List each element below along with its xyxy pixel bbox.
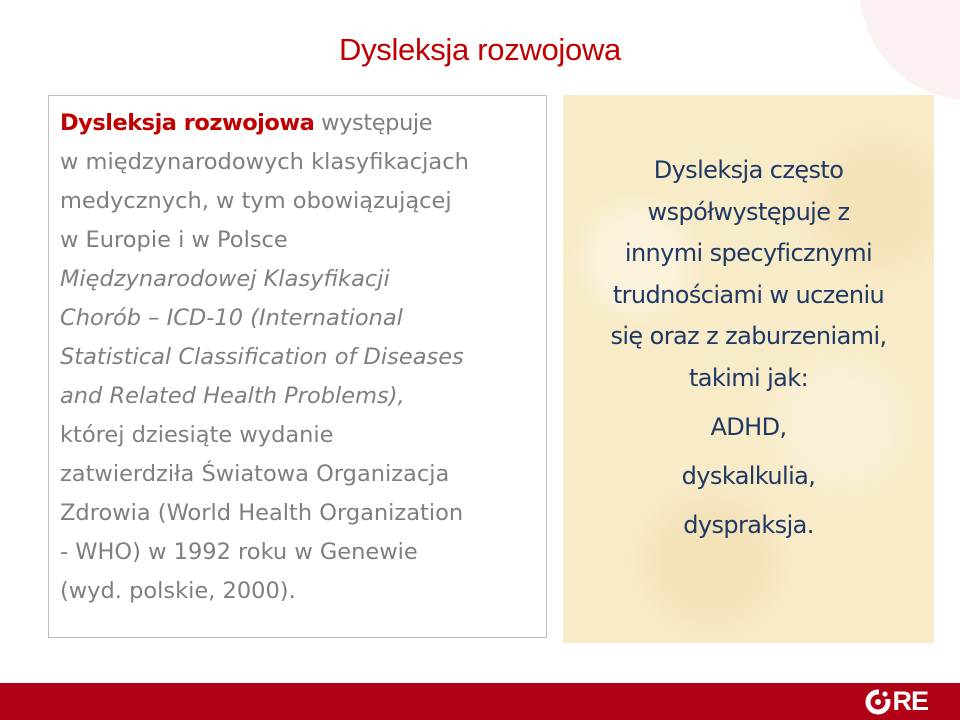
corner-decoration [860,0,960,100]
highlight-term: Dysleksja rozwojowa [60,110,315,136]
definition-line: w Europie i w Polsce [60,227,288,253]
comorbidity-line: trudnościami w uczeniu [612,280,885,309]
definition-line-italic: Statistical Classification of Diseases [60,344,464,370]
comorbidity-line: się oraz z zaburzeniami, [610,322,887,350]
comorbidity-text [563,95,934,399]
disorder-item: ADHD, [710,413,787,441]
definition-line-italic: Międzynarodowej Klasyfikacji [60,266,390,292]
footer-bar [0,683,960,720]
definition-box [48,95,547,638]
definition-line-italic: Chorób – ICD-10 (International [60,305,403,331]
definition-line: - WHO) w 1992 roku w Genewie [60,539,418,565]
comorbidity-box [563,95,934,643]
definition-line: medycznych, w tym obowiązującej [60,188,452,214]
definition-line: Zdrowia (World Health Organization [60,500,464,526]
comorbidity-line: takimi jak: [688,363,809,392]
disorder-item: dyskalkulia, [681,462,816,490]
comorbidity-line: współwystępuje z [647,197,850,226]
disorder-list [563,403,934,550]
definition-line: zatwierdziła Światowa Organizacja [60,461,450,487]
definition-line-1: Dysleksja rozwojowa występuje [60,110,433,136]
definition-line-italic: and Related Health Problems), [60,383,405,409]
definition-line: (wyd. polskie, 2000). [60,578,296,604]
definition-line: w międzynarodowych klasyfikacjach [60,149,469,175]
ore-logo-text: RE [892,686,928,716]
comorbidity-line: Dysleksja często [653,156,844,184]
ore-o-icon [865,689,891,715]
definition-line: której dziesiąte wydanie [60,422,334,448]
slide-title: Dysleksja rozwojowa [338,32,621,67]
comorbidity-line: innymi specyficznymi [624,239,873,267]
disorder-item: dyspraksja. [683,511,814,539]
ore-logo [865,685,928,718]
